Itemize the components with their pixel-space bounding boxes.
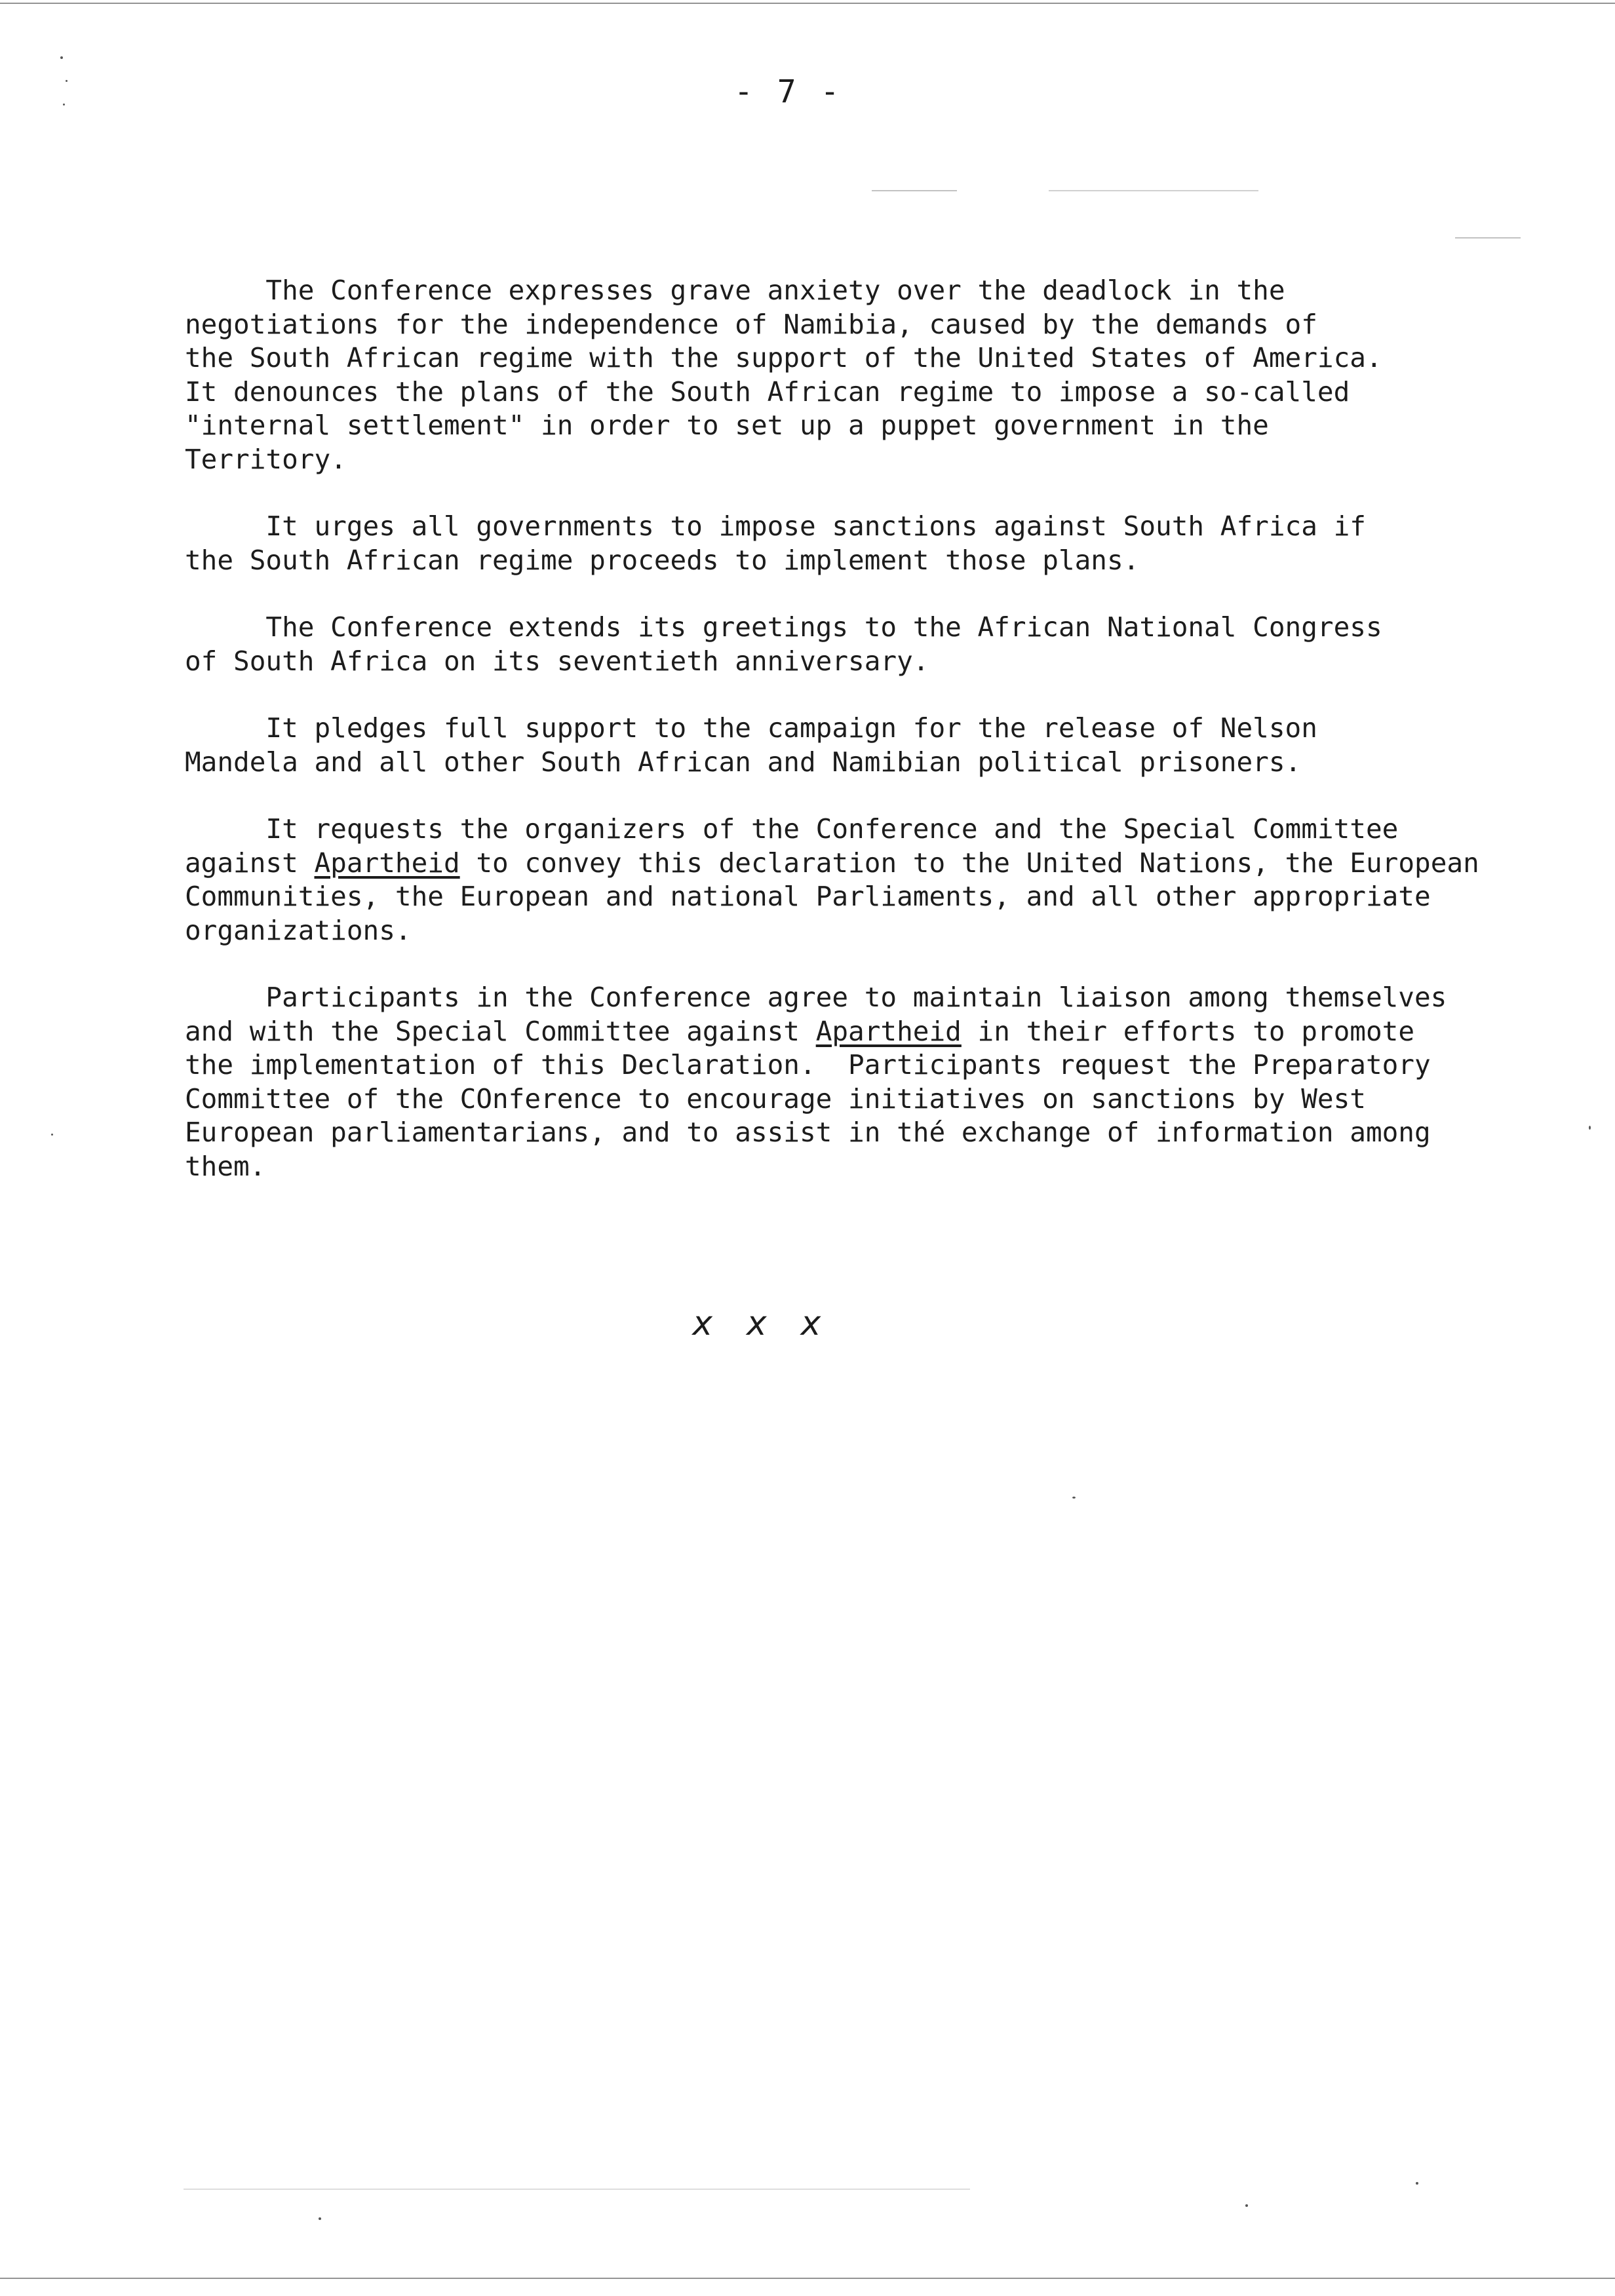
scan-speck (1072, 1497, 1076, 1499)
paragraph-line: Territory. (185, 443, 347, 475)
scan-speck (1589, 1126, 1591, 1130)
paragraph-line: in their efforts to promote (961, 1015, 1415, 1047)
paragraph-line: It pledges full support to the campaign for the release of Nelson (185, 712, 1317, 744)
paragraph-line: "internal settlement" in order to set up a puppet government in the (185, 410, 1269, 441)
paragraph-line: the South African regime proceeds to implement those plans. (185, 544, 1140, 576)
scan-speck (63, 104, 65, 105)
underlined-term: Apartheid (314, 847, 460, 879)
paragraph-mandela-release (185, 712, 1548, 779)
paragraph-line: to convey this declaration to the United Nations, the European (459, 847, 1479, 879)
paragraph-anc-greetings (185, 611, 1548, 678)
paragraph-line: negotiations for the independence of Namibia, caused by the demands of (185, 308, 1317, 340)
paragraph-line: organizations. (185, 914, 412, 946)
scan-mark (184, 2189, 970, 2190)
bottom-page-edge (0, 2278, 1615, 2279)
paragraph-sanctions (185, 510, 1548, 577)
top-page-edge (0, 3, 1615, 4)
paragraph-line: the South African regime with the support of the United States of America. (185, 342, 1382, 373)
end-of-document-mark: x x x (692, 1304, 828, 1343)
paragraph-line: the implementation of this Declaration. Participants request the Preparatory (185, 1049, 1431, 1081)
paragraph-line: Committee of the COnference to encourage initiatives on sanctions by West (185, 1082, 1366, 1115)
paragraph-line: European parliamentarians, and to assist in thé exchange of information among (185, 1117, 1431, 1148)
paragraph-namibia (185, 274, 1548, 476)
paragraph-line: Participants in the Conference agree to maintain liaison among themselves (185, 982, 1447, 1013)
paragraph-line: The Conference extends its greetings to the African National Congress (185, 611, 1382, 643)
scan-speck (319, 2217, 321, 2220)
paragraph-line: against (185, 847, 315, 879)
scan-mark (1049, 190, 1258, 191)
underlined-term: Apartheid (815, 1015, 962, 1047)
scan-speck (51, 1134, 53, 1136)
paragraph-line: of South Africa on its seventieth anniversary. (185, 645, 929, 677)
paragraph-liaison (185, 981, 1548, 1183)
scan-speck (66, 80, 68, 82)
declaration-body (185, 274, 1548, 1217)
paragraph-line: It urges all governments to impose sanctions against South Africa if (185, 510, 1366, 542)
paragraph-line: It requests the organizers of the Conference and the Special Committee (185, 813, 1399, 845)
scan-speck (1416, 2182, 1418, 2185)
scan-speck (60, 56, 63, 59)
paragraph-line: Mandela and all other South African and Namibian political prisoners. (185, 746, 1302, 778)
scan-mark (872, 190, 957, 191)
paragraph-line: The Conference expresses grave anxiety over the deadlock in the (185, 275, 1285, 306)
scan-mark (1455, 237, 1521, 239)
paragraph-line: and with the Special Committee against (185, 1015, 816, 1047)
scan-speck (1245, 2204, 1248, 2207)
page-number: - 7 - (734, 73, 842, 110)
paragraph-convey-declaration (185, 813, 1548, 947)
paragraph-line: Communities, the European and national Parliaments, and all other appropriate (185, 881, 1431, 912)
paragraph-line: them. (185, 1150, 266, 1182)
paragraph-line: It denounces the plans of the South African regime to impose a so-called (185, 375, 1350, 408)
